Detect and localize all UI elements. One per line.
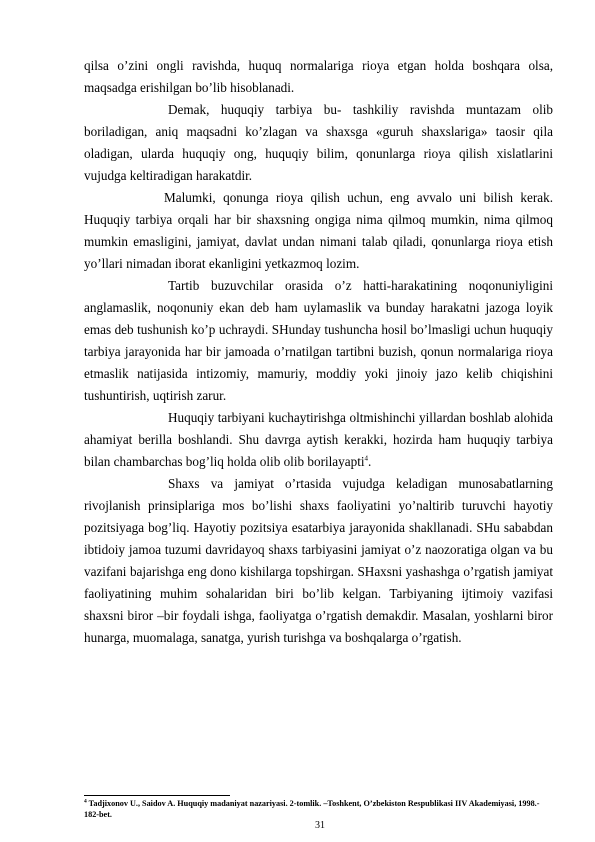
page-number: 31	[315, 820, 325, 831]
paragraph-3: Malumki, qonunga rioya qilish uchun, eng avvalo uni bilish kerak. Huquqiy tarbiya orqali har bir shaxsning ongiga nima qilmoq mumkin, nima qilmoq mumkin emasligini, jamiyat, davlat undan nimani talab qiladi, qonunlarga rioya etish yo’llari nimadan iborat ekanligini yetkazmoq lozim.	[84, 190, 553, 271]
paragraph-5	[84, 407, 553, 473]
footnote-divider	[84, 795, 230, 796]
footnote-reference[interactable]: 4	[364, 454, 369, 463]
paragraph-4: Tartib buzuvchilar orasida o’z hatti-harakatining noqonuniyligini anglamaslik, noqonuniy ekan deb ham uylamaslik va bunday harakatni jazoga loyik emas deb tushunish ko’p uchraydi. SHunday tushuncha hosil bo’lmasligi uchun huquqiy tarbiya jarayonida har bir jamoada o’rnatilgan tartibni buzish, qonun normalariga rioya etmaslik natijasida intizomiy, mamuriy, moddiy yoki jinoiy jazo kelib chiqishini tushuntirish, uqtirish zarur.	[84, 278, 553, 403]
paragraph-2: Demak, huquqiy tarbiya bu- tashkiliy ravishda muntazam olib boriladigan, aniq maqsadni ko’zlagan va shaxsga «guruh shaxslariga» taosir qila oladigan, ularda huquqiy ong, huquqiy bilim, qonunlarga rioya qilish xislatlarini vujudga keltiradigan harakatdir.	[84, 102, 553, 183]
paragraph-5-text: Huquqiy tarbiyani kuchaytirishga oltmishinchi yillardan boshlab alohida ahamiyat berilla boshlandi. Shu davrga aytish kerakki, hozirda ham huquqiy tarbiya bilan chambarchas bog’liq holda olib olib borilayapti	[84, 410, 553, 469]
footnote-text: Tadjixonov U., Saidov A. Huquqiy madaniyat nazariyasi. 2-tomlik. –Toshkent, O’zbekiston Respublikasi IIV Akademiyasi, 1998.- 182-bet.	[84, 799, 540, 819]
body-text	[84, 55, 553, 649]
footnote	[84, 798, 554, 820]
paragraph-5-tail: .	[368, 454, 372, 469]
paragraph-1: qilsa o’zini ongli ravishda, huquq normalariga rioya etgan holda boshqara olsa, maqsadga erishilgan bo’lib hisoblanadi.	[84, 58, 553, 95]
footnote-number: 4	[84, 798, 87, 805]
paragraph-6: Shaxs va jamiyat o’rtasida vujudga keladigan munosabatlarning rivojlanish prinsiplariga mos bo’lishi shaxs faoliyatini yo’naltirib turuvchi hayotiy pozitsiyaga bog’liq. Hayotiy pozitsiya esatarbiya jarayonida shakllanadi. SHu sababdan ibtidoiy jamoa tuzumi davridayoq shaxs tarbiyasini jamiyat o’z naozoratiga olgan va bu vazifani bajarishga eng dono kishilarga topshirgan. SHaxsni yashashga o’rgatish jamiyat faoliyatining muhim sohalaridan biri bo’lib kelgan. Tarbiyaning ijtimoiy vazifasi shaxsni biror –bir foydali ishga, faoliyatga o’rgatish demakdir. Masalan, yoshlarni biror hunarga, muomalaga, sanatga, yurish turishga va boshqalarga o’rgatish.	[84, 476, 553, 645]
